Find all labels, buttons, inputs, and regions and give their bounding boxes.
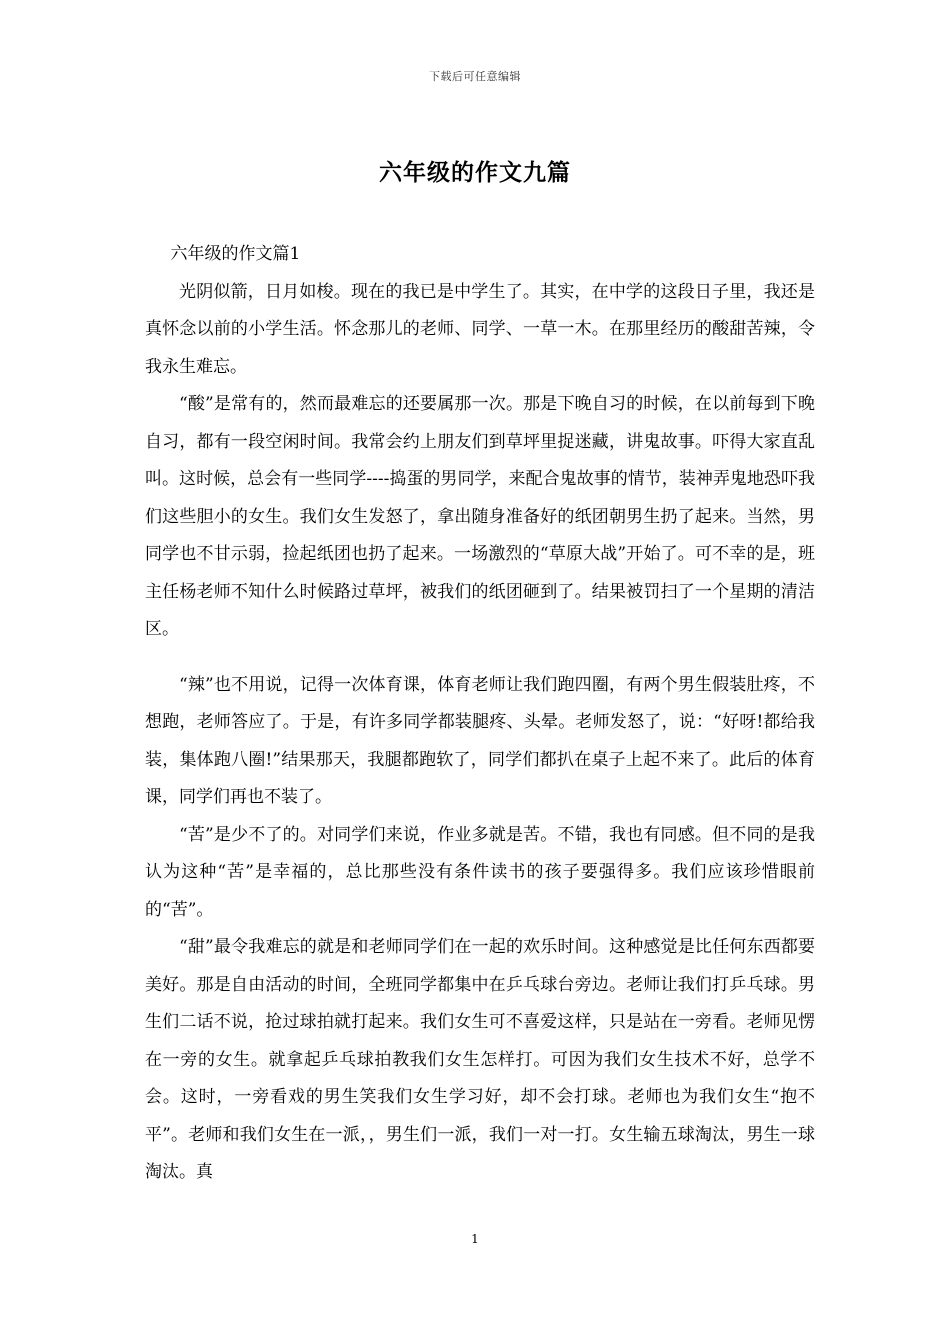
- paragraph-intro: 光阴似箭，日月如梭。现在的我已是中学生了。其实，在中学的这段日子里，我还是真怀念以前的小学生活。怀念那儿的老师、同学、一草一木。在那里经历的酸甜苦辣，令我永生难忘。: [145, 281, 815, 377]
- section-heading: 六年级的作文篇1: [170, 244, 301, 264]
- document-body: [145, 236, 815, 1192]
- page-header-note: 下载后可任意编辑: [429, 70, 521, 83]
- paragraph-sour: “酸”是常有的，然而最难忘的还要属那一次。那是下晚自习的时候，在以前每到下晚自习，都有一段空闲时间。我常会约上朋友们到草坪里捉迷藏，讲鬼故事。吓得大家直乱叫。这时候，总会有一些同学----捣蛋的男同学，来配合鬼故事的情节，装神弄鬼地恐吓我们这些胆小的女生。我们女生发怒了，拿出随身准备好的纸团朝男生扔了起来。当然，男同学也不甘示弱，捡起纸团也扔了起来。一场激烈的“草原大战”开始了。可不幸的是，班主任杨老师不知什么时候路过草坪，被我们的纸团砸到了。结果被罚扫了一个星期的清洁区。: [145, 394, 815, 639]
- paragraph-spicy: “辣”也不用说，记得一次体育课，体育老师让我们跑四圈，有两个男生假装肚疼，不想跑，老师答应了。于是，有许多同学都装腿疼、头晕。老师发怒了，说：“好呀!都给我装，集体跑八圈!”结果那天，我腿都跑软了，同学们都扒在桌子上起不来了。此后的体育课，同学们再也不装了。: [145, 674, 815, 807]
- page-number: 1: [471, 1232, 479, 1246]
- paragraph-sweet: “甜”最令我难忘的就是和老师同学们在一起的欢乐时间。这种感觉是比任何东西都要美好。那是自由活动的时间，全班同学都集中在乒乓球台旁边。老师让我们打乒乓球。男生们二话不说，抢过球拍就打起来。我们女生可不喜爱这样，只是站在一旁看。老师见愣在一旁的女生。就拿起乒乓球拍教我们女生怎样打。可因为我们女生技术不好，总学不会。这时，一旁看戏的男生笑我们女生学习好，却不会打球。老师也为我们女生“抱不平”。老师和我们女生在一派，，男生们一派，我们一对一打。女生输五球淘汰，男生一球淘汰。真: [145, 937, 815, 1182]
- document-title: 六年级的作文九篇: [379, 159, 571, 186]
- paragraph-bitter: “苦”是少不了的。对同学们来说，作业多就是苦。不错，我也有同感。但不同的是我认为这种“苦”是幸福的，总比那些没有条件读书的孩子要强得多。我们应该珍惜眼前的“苦”。: [145, 824, 815, 920]
